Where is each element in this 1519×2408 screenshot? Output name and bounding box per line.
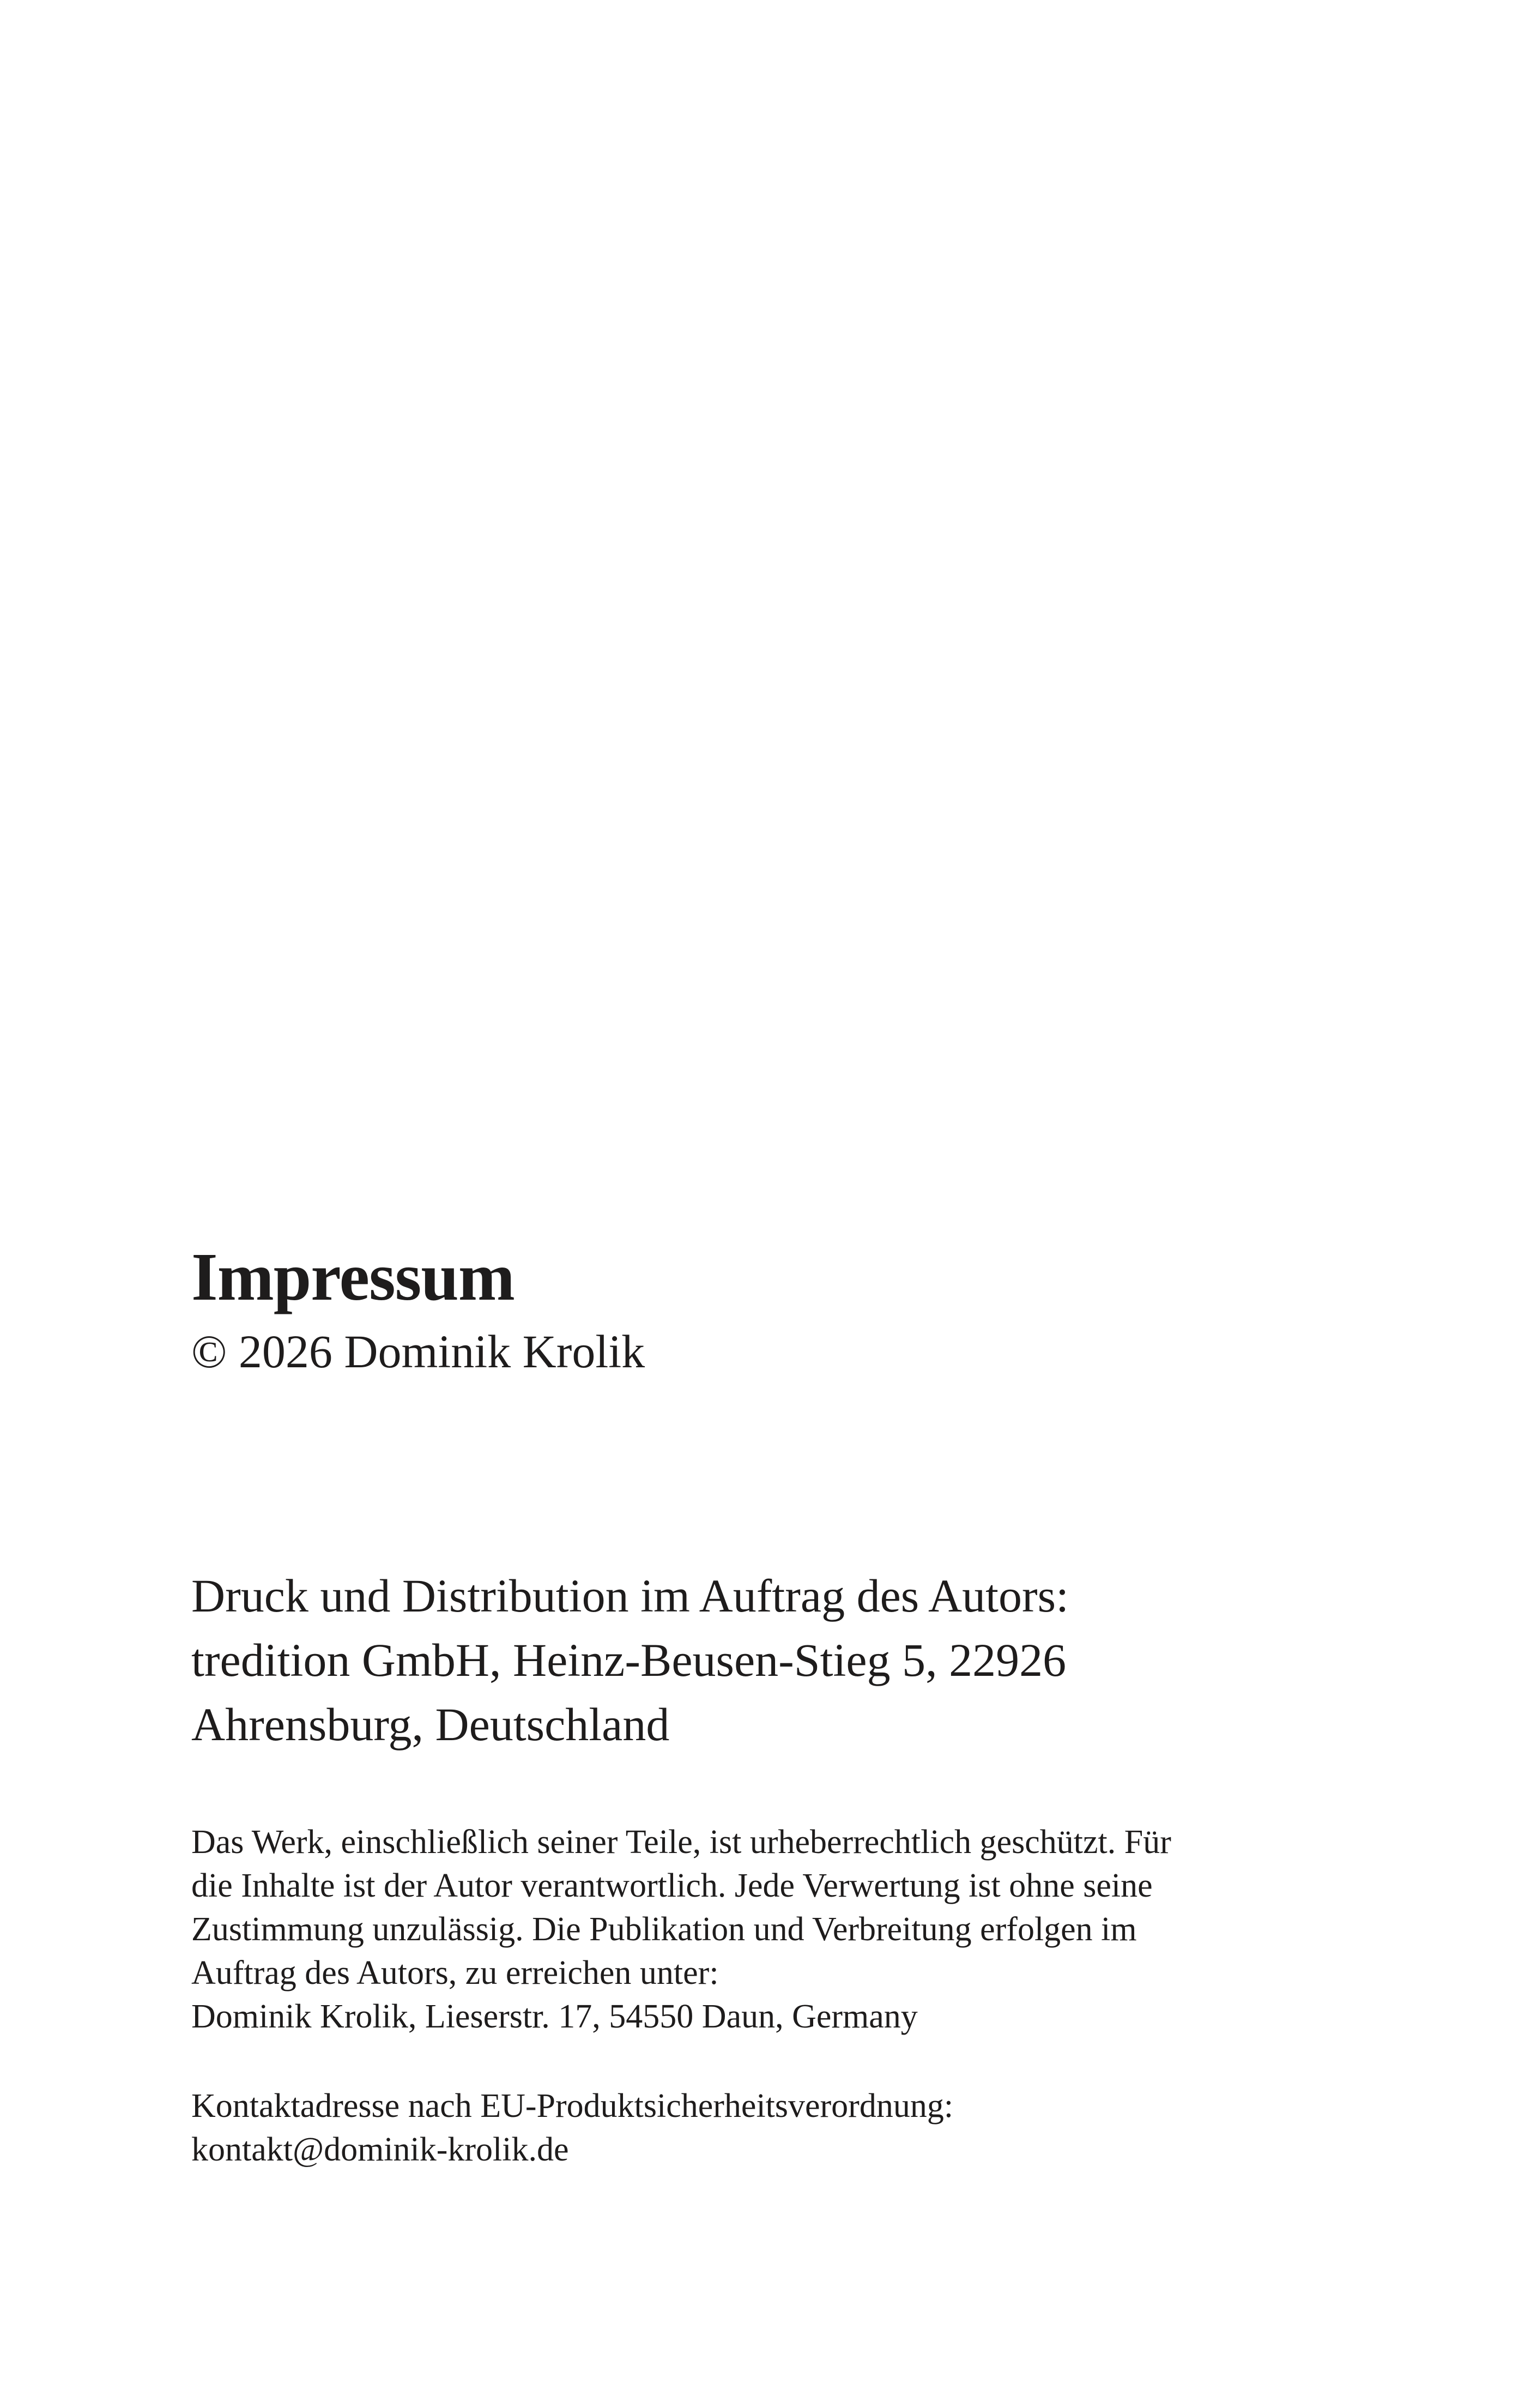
legal-notice [191, 1820, 1336, 2038]
impressum-block [191, 1236, 1336, 2171]
publisher-info [191, 1564, 1336, 1757]
contact-email: kontakt@dominik-krolik.de [191, 2131, 569, 2168]
publisher-line: tredition GmbH, Heinz-Beusen-Stieg 5, 22926 [191, 1634, 1067, 1686]
author-address: Dominik Krolik, Lieserstr. 17, 54550 Daun, Germany [191, 1998, 918, 2035]
legal-line: Auftrag des Autors, zu erreichen unter: [191, 1954, 719, 1991]
publisher-line: Ahrensburg, Deutschland [191, 1698, 670, 1751]
publisher-line: Druck und Distribution im Auftrag des Autors: [191, 1570, 1069, 1622]
page-title: Impressum [191, 1240, 515, 1315]
copyright-notice: © 2026 Dominik Krolik [191, 1325, 645, 1378]
contact-label: Kontaktadresse nach EU-Produktsicherheitsverordnung: [191, 2087, 954, 2125]
contact-info [191, 2084, 1336, 2171]
legal-line: die Inhalte ist der Autor verantwortlich. Jede Verwertung ist ohne seine [191, 1867, 1153, 1904]
legal-line: Zustimmung unzulässig. Die Publikation und Verbreitung erfolgen im [191, 1911, 1137, 1948]
legal-line: Das Werk, einschließlich seiner Teile, ist urheberrechtlich geschützt. Für [191, 1824, 1171, 1861]
